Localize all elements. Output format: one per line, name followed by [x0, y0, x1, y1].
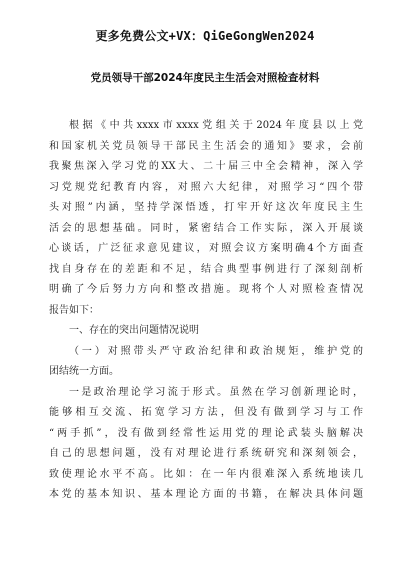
document-title: 党员领导干部2024年度民主生活会对照检查材料 [90, 72, 320, 84]
body-text-line: （一）对照带头严守政治纪律和政治规矩，维护党的 [69, 345, 363, 357]
body-text-line: 明确了今后努力方向和整改措施。现将个人对照检查情况 [49, 284, 363, 295]
body-text-line: 和国家机关党员领导干部民主生活会的通知》要求，会前 [49, 140, 363, 152]
body-text-line: 头对照”内涵，坚持学深悟透，打牢开好这次年度民主生 [49, 202, 363, 213]
body-text-line: 习党规党纪教育内容，对照六大纪律，对照学习“四个带 [49, 181, 363, 193]
body-text-line: 致使理论水平不高。比如：在一年内很难深入系统地读几 [49, 468, 363, 480]
body-text-line: “两手抓”，没有做到经常性运用党的理论武装头脑解决 [49, 427, 363, 439]
body-text-line: 活会的思想基础。同时，紧密结合工作实际，深入开展谈 [49, 222, 363, 234]
body-text-line: 报告如下： [49, 304, 99, 316]
body-text-line: 本党的基本知识、基本理论方面的书籍，在解决具体问题 [49, 489, 363, 500]
body-text-line: 团结统一方面。 [49, 366, 119, 377]
body-text-line: 根据《中共xxxx市xxxx党组关于2024年度县以上党 [69, 120, 363, 131]
body-text-line: 能够相互交流、拓宽学习方法，但没有做到学习与工作 [49, 407, 363, 418]
body-text-line: 一是政治理论学习流于形式。虽然在学习创新理论时， [69, 386, 363, 398]
promo-header: 更多免费公文+VX：QiGeGongWen2024 [95, 29, 315, 43]
body-text-line: 心谈话，广泛征求意见建议，对照会议方案明确4个方面查 [49, 243, 363, 254]
body-text-line: 找自身存在的差距和不足，结合典型事例进行了深刻剖析 [49, 263, 363, 275]
body-text-line: 我聚焦深入学习党的XX大、二十届三中全会精神，深入学 [49, 161, 363, 172]
document-body [49, 116, 363, 506]
body-text-line: 自己的思想问题，没有对理论进行系统研究和深刻领会， [49, 448, 363, 459]
body-text-line: 一、存在的突出问题情况说明 [69, 325, 199, 336]
